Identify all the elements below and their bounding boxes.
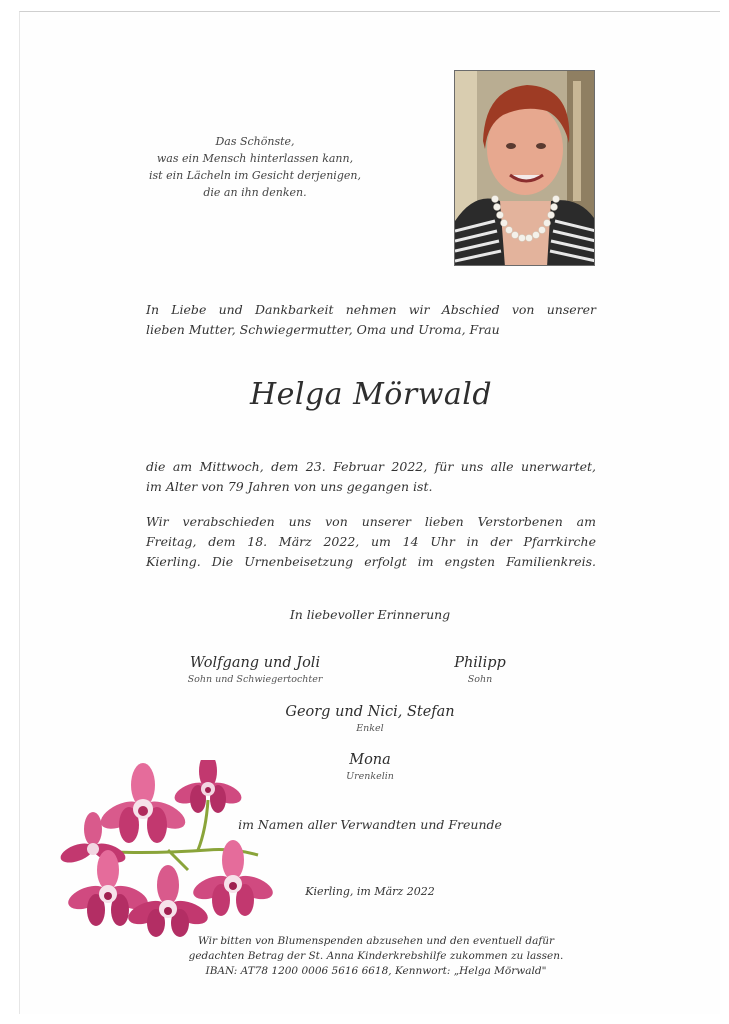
relatives-line: im Namen aller Verwandten und Freunde	[238, 817, 502, 832]
remembrance-heading: In liebevoller Erinnerung	[289, 607, 451, 622]
donation-line: gedachten Betrag der St. Anna Kinderkrebshilfe zukommen zu lassen.	[188, 950, 564, 962]
mourner-name: Georg und Nici, Stefan	[285, 704, 455, 720]
deceased-name: Helga Mörwald	[249, 377, 493, 412]
mourner-entry	[150, 655, 360, 685]
ceremony-paragraph	[146, 512, 596, 572]
death-notice-line: die am Mittwoch, dem 23. Februar 2022, für uns alle unerwartet,	[146, 459, 596, 474]
mourner-name: Philipp	[454, 655, 506, 671]
donation-line: IBAN: AT78 1200 0006 5616 6618, Kennwort: „Helga Mörwald"	[205, 965, 547, 977]
quote-line: was ein Mensch hinterlassen kann,	[156, 152, 354, 165]
mourner-entry	[410, 655, 550, 685]
intro-line: lieben Mutter, Schwiegermutter, Oma und Uroma, Frau	[146, 322, 500, 337]
donation-note	[146, 934, 606, 979]
intro-paragraph	[146, 300, 596, 340]
mourner-role: Sohn	[467, 674, 493, 685]
mourner-name: Wolfgang und Joli	[189, 655, 321, 671]
intro-line: In Liebe und Dankbarkeit nehmen wir Abschied von unserer	[146, 302, 596, 317]
ceremony-line: Freitag, dem 18. März 2022, um 14 Uhr in der Pfarrkirche	[146, 534, 596, 549]
ceremony-line: Kierling. Die Urnenbeisetzung erfolgt im engsten Familienkreis.	[146, 554, 596, 569]
donation-line: Wir bitten von Blumenspenden abzusehen und den eventuell dafür	[198, 935, 554, 947]
quote-line: ist ein Lächeln im Gesicht derjenigen,	[149, 169, 361, 182]
quote-line: Das Schönste,	[215, 135, 295, 148]
mourner-entry	[250, 704, 490, 734]
memorial-quote	[140, 133, 370, 201]
mourner-role: Sohn und Schwiegertochter	[187, 674, 323, 685]
place-date: Kierling, im März 2022	[305, 885, 435, 898]
ceremony-line: Wir verabschieden uns von unserer lieben Verstorbenen am	[146, 514, 596, 529]
orchid-flowers-image	[58, 760, 278, 940]
death-notice-line: im Alter von 79 Jahren von uns gegangen ist.	[146, 479, 433, 494]
quote-line: die an ihn denken.	[203, 186, 307, 199]
mourner-role: Urenkelin	[346, 771, 394, 782]
portrait-photo	[454, 70, 595, 266]
mourner-entry	[300, 752, 440, 782]
death-notice-paragraph	[146, 457, 596, 497]
mourner-name: Mona	[349, 752, 391, 768]
mourner-role: Enkel	[356, 723, 384, 734]
